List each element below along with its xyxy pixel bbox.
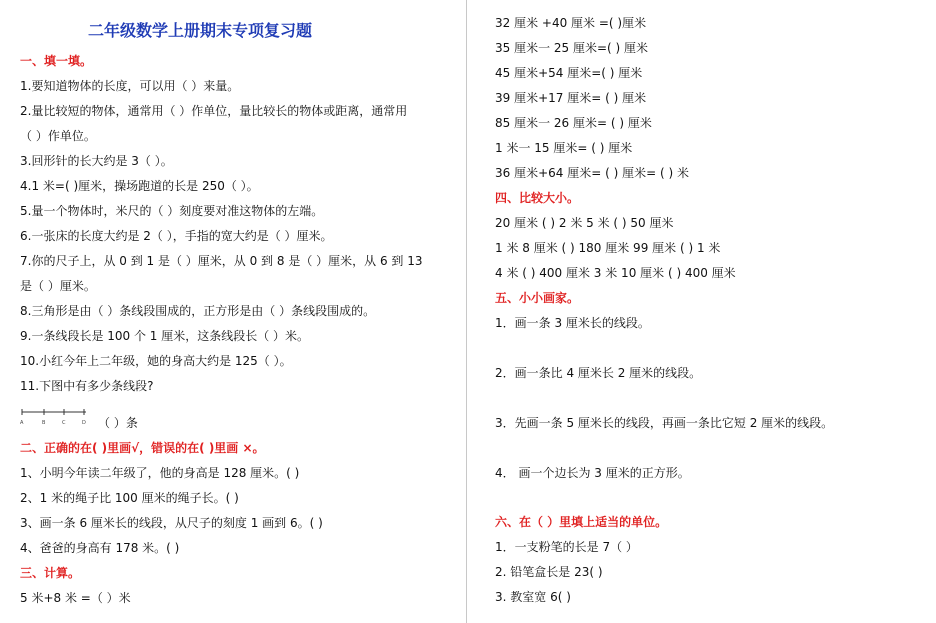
question-line: 36 厘米+64 厘米= ( ) 厘米= ( ) 米 (495, 166, 689, 180)
question-line: 4 米 ( ) 400 厘米 3 米 10 厘米 ( ) 400 厘米 (495, 266, 736, 280)
question-line: 6.一张床的长度大约是 2（ ），手指的宽大约是（ ）厘米。 (20, 229, 333, 243)
question-line: 11.下图中有多少条线段? (20, 379, 154, 393)
question-line: 8.三角形是由（ ）条线段围成的，正方形是由（ ）条线段围成的。 (20, 304, 376, 318)
question-line: 1.要知道物体的长度，可以用（ ）来量。 (20, 79, 240, 93)
section-heading: 二、正确的在( )里画√，错误的在( )里画 ×。 (20, 441, 265, 455)
question-line: 5 米+8 米 =（ ）米 (20, 591, 131, 605)
question-line: 10.小红今年上二年级，她的身高大约是 125（ ）。 (20, 354, 292, 368)
section-heading: 四、比较大小。 (495, 191, 580, 205)
question-line: 1．一支粉笔的长是 7（ ） (495, 540, 638, 554)
question-line: 3.回形针的长大约是 3（ ）。 (20, 154, 173, 168)
point-label: D (82, 420, 86, 426)
question-line: 20 厘米 ( ) 2 米 5 米 ( ) 50 厘米 (495, 216, 674, 230)
question-line: 5.量一个物体时，米尺的（ ）刻度要对准这物体的左端。 (20, 204, 324, 218)
question-line: 2．画一条比 4 厘米长 2 厘米的线段。 (495, 366, 702, 380)
question-line: 9.一条线段长是 100 个 1 厘米，这条线段长（ ）米。 (20, 329, 310, 343)
question-line: 1、小明今年读二年级了，他的身高是 128 厘米。( ) (20, 466, 300, 480)
column-divider (466, 0, 467, 623)
question-line: 7.你的尺子上，从 0 到 1 是（ ）厘米，从 0 到 8 是（ ）厘米，从 6 到 13 (20, 254, 423, 268)
question-line: 45 厘米+54 厘米=( ) 厘米 (495, 66, 643, 80)
question-line: 85 厘米一 26 厘米= ( ) 厘米 (495, 116, 652, 130)
page-title: 二年级数学上册期末专项复习题 (88, 21, 313, 40)
section-heading: 三、计算。 (20, 566, 81, 580)
question-line: （ ）作单位。 (20, 129, 96, 143)
question-line: 3、画一条 6 厘米长的线段，从尺子的刻度 1 画到 6。( ) (20, 516, 323, 530)
question-line: 3．先画一条 5 厘米长的线段，再画一条比它短 2 厘米的线段。 (495, 416, 834, 430)
question-line: 1 米 8 厘米 ( ) 180 厘米 99 厘米 ( ) 1 米 (495, 241, 721, 255)
question-line: 2、1 米的绳子比 100 厘米的绳子长。( ) (20, 491, 239, 505)
question-line: 4.1 米=( )厘米，操场跑道的长是 250（ ）。 (20, 179, 259, 193)
question-line: 是（ ）厘米。 (20, 279, 96, 293)
section-heading: 六、在（ ）里填上适当的单位。 (495, 515, 668, 529)
question-line: 35 厘米一 25 厘米=( ) 厘米 (495, 41, 649, 55)
question-line: 2. 铅笔盒长是 23( ) (495, 565, 603, 579)
line-segment-figure (20, 404, 90, 426)
question-line: 39 厘米+17 厘米= ( ) 厘米 (495, 91, 647, 105)
question-line: 32 厘米 +40 厘米 =( )厘米 (495, 16, 647, 30)
point-label: B (42, 420, 46, 426)
point-label: C (62, 420, 66, 426)
question-line: 2.量比较短的物体，通常用（ ）作单位，量比较长的物体或距离，通常用 (20, 104, 408, 118)
point-label: A (20, 420, 24, 426)
answer-blank: （ ）条 (98, 416, 138, 430)
question-line: 3. 教室宽 6( ) (495, 590, 571, 604)
section-heading: 五、小小画家。 (495, 291, 580, 305)
question-line: 1 米一 15 厘米= ( ) 厘米 (495, 141, 633, 155)
section-heading: 一、填一填。 (20, 54, 93, 68)
question-line: 1．画一条 3 厘米长的线段。 (495, 316, 650, 330)
question-line: 4． 画一个边长为 3 厘米的正方形。 (495, 466, 690, 480)
question-line: 4、爸爸的身高有 178 米。( ) (20, 541, 180, 555)
